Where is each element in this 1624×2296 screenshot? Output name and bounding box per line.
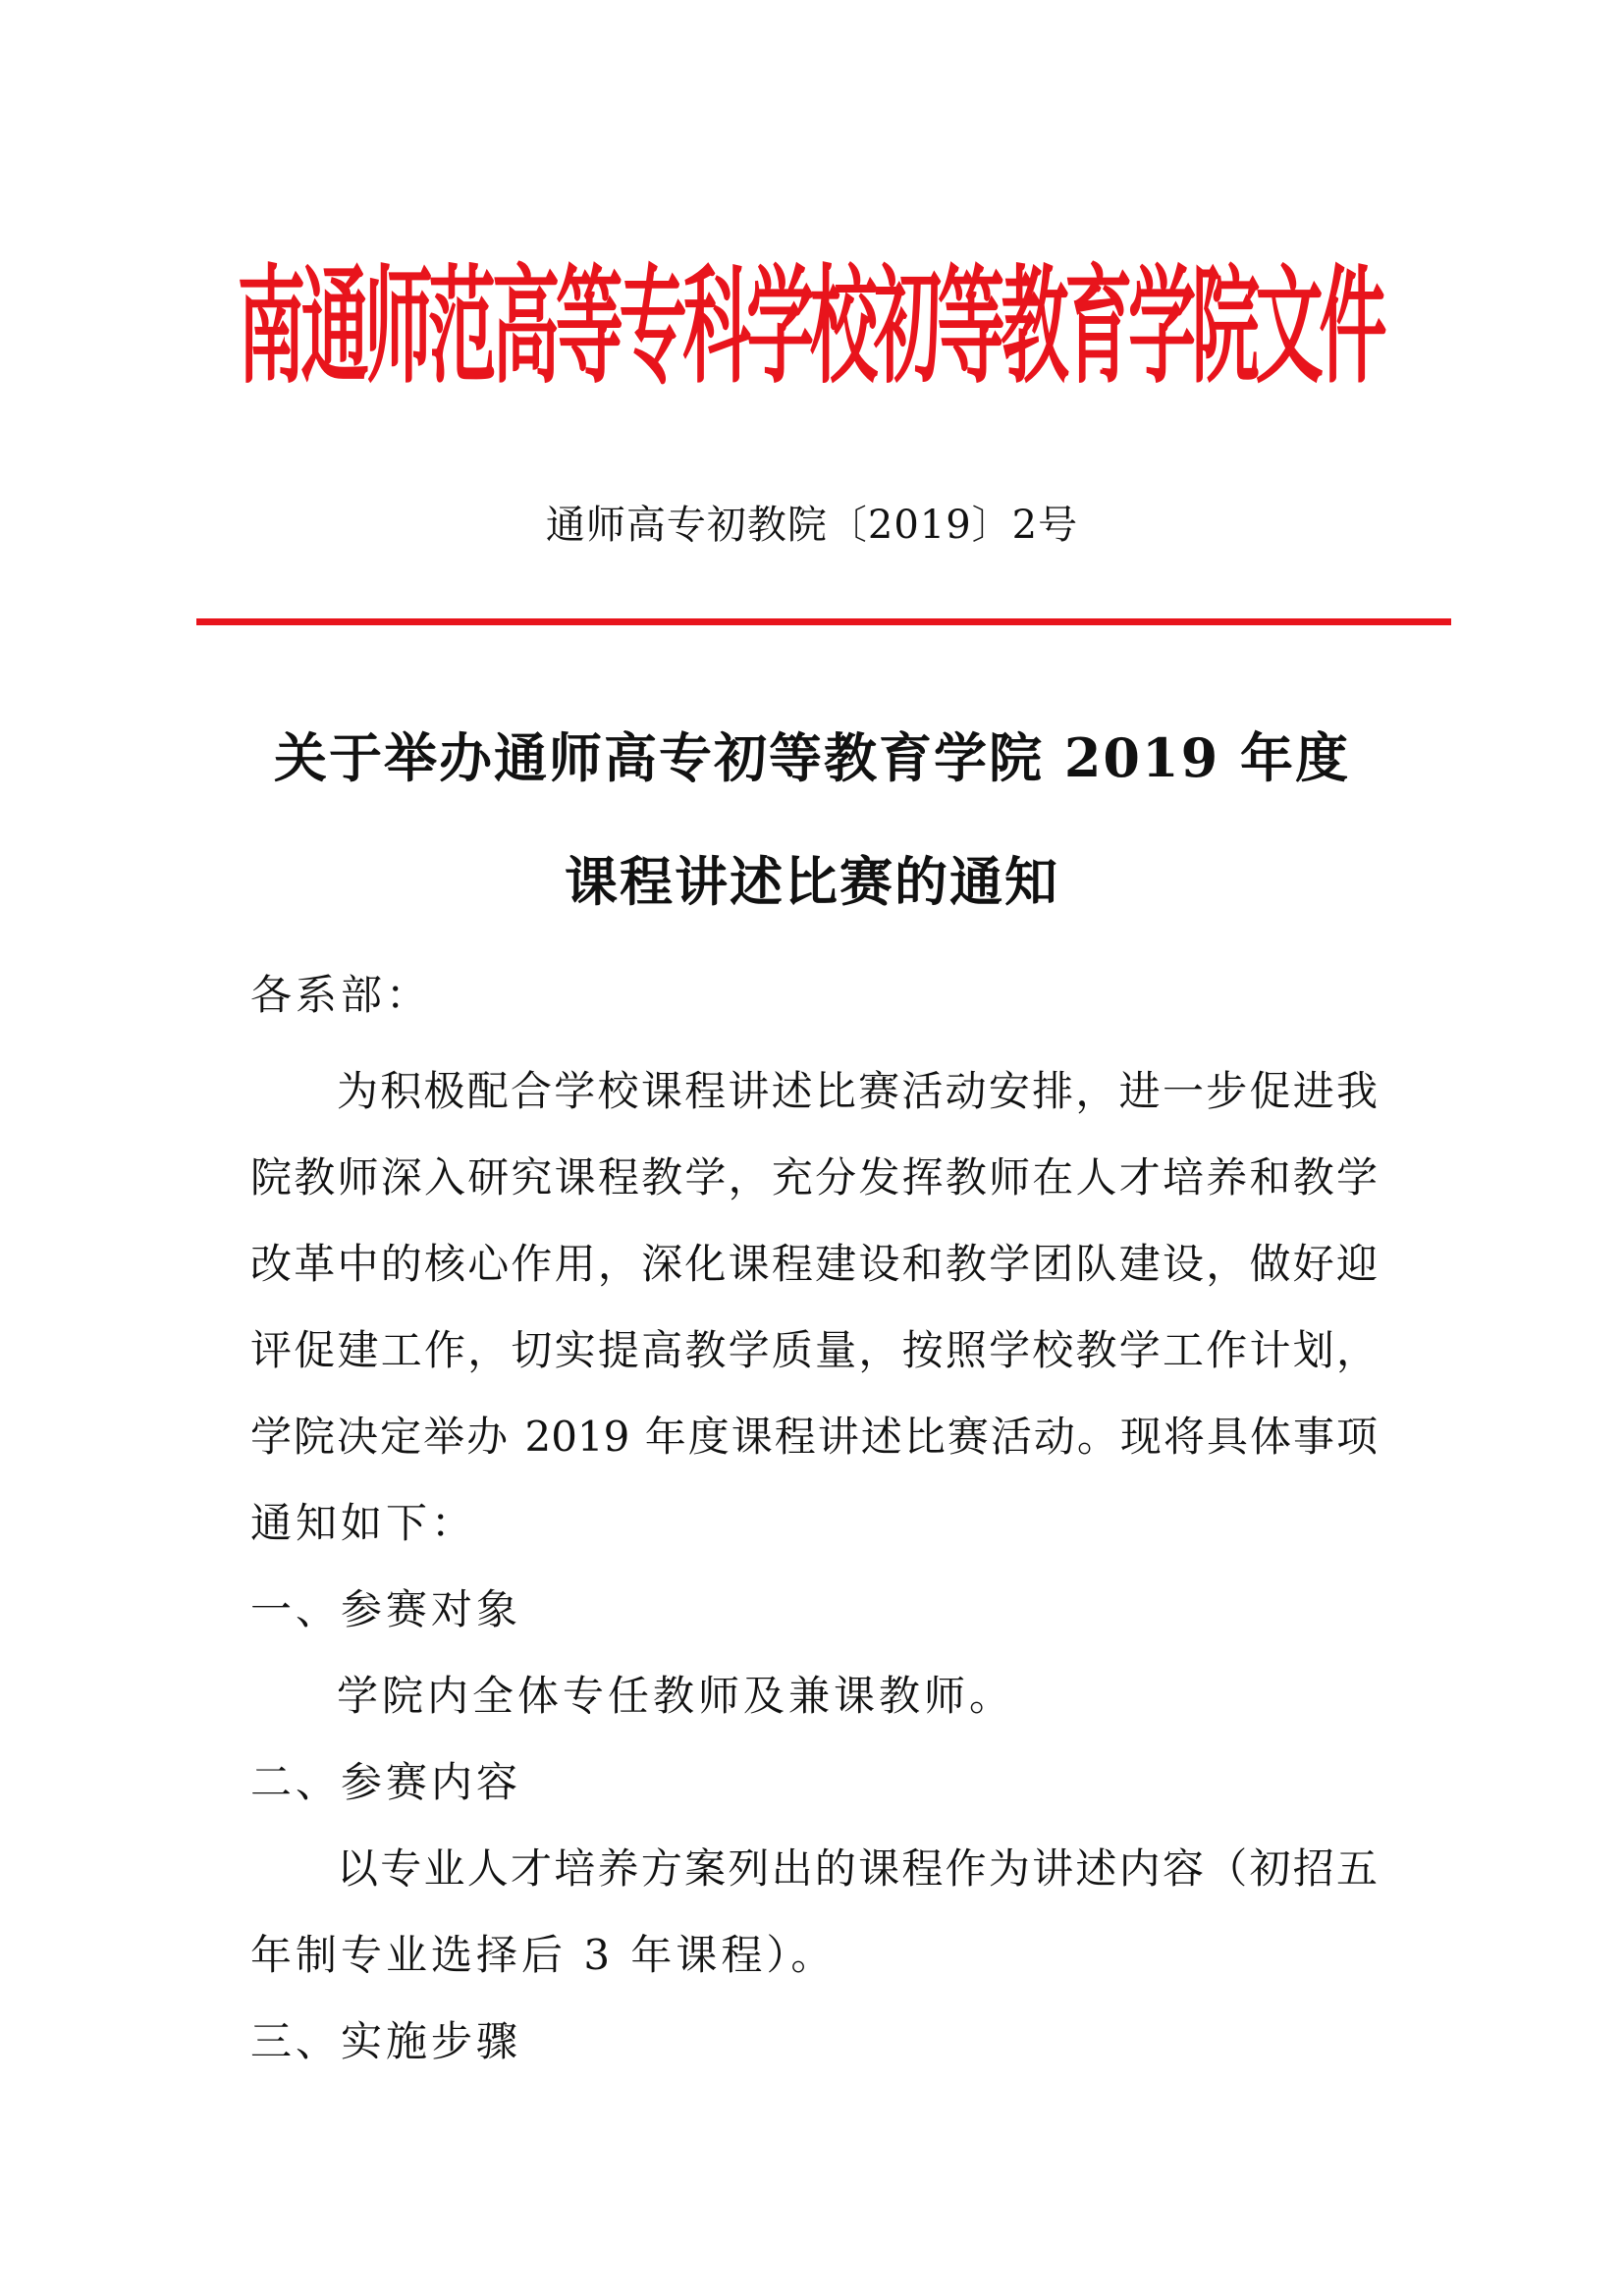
masthead-title: 南通师范高等专科学校初等教育学院文件 — [237, 251, 1383, 401]
red-divider-rule — [196, 618, 1451, 625]
section-2-content-line-1: 以专业人才培养方案列出的课程作为讲述内容（初招五 — [337, 1844, 1378, 1893]
document-number: 通师高专初教院〔2019〕2号 — [545, 503, 1079, 548]
intro-line-4: 评促建工作，切实提高教学质量，按照学校教学工作计划， — [250, 1326, 1378, 1374]
section-1-content: 学院内全体专任教师及兼课教师。 — [337, 1672, 1015, 1720]
intro-line-1: 为积极配合学校课程讲述比赛活动安排，进一步促进我 — [337, 1067, 1378, 1115]
notice-title-line-1: 关于举办通师高专初等教育学院 2019 年度 — [274, 726, 1350, 789]
intro-line-3: 改革中的核心作用，深化课程建设和教学团队建设，做好迎 — [250, 1240, 1378, 1288]
intro-line-6: 通知如下： — [250, 1499, 477, 1547]
salutation: 各系部： — [250, 971, 432, 1019]
section-2-content-line-2: 年制专业选择后 3 年课程）。 — [250, 1931, 837, 1979]
section-3-heading: 三、实施步骤 — [250, 2017, 522, 2065]
section-2-heading: 二、参赛内容 — [250, 1758, 522, 1806]
section-1-heading: 一、参赛对象 — [250, 1585, 522, 1633]
intro-line-2: 院教师深入研究课程教学，充分发挥教师在人才培养和教学 — [250, 1153, 1378, 1201]
intro-line-5: 学院决定举办 2019 年度课程讲述比赛活动。现将具体事项 — [250, 1413, 1378, 1461]
notice-title-line-2: 课程讲述比赛的通知 — [565, 850, 1059, 913]
masthead — [196, 240, 1424, 412]
